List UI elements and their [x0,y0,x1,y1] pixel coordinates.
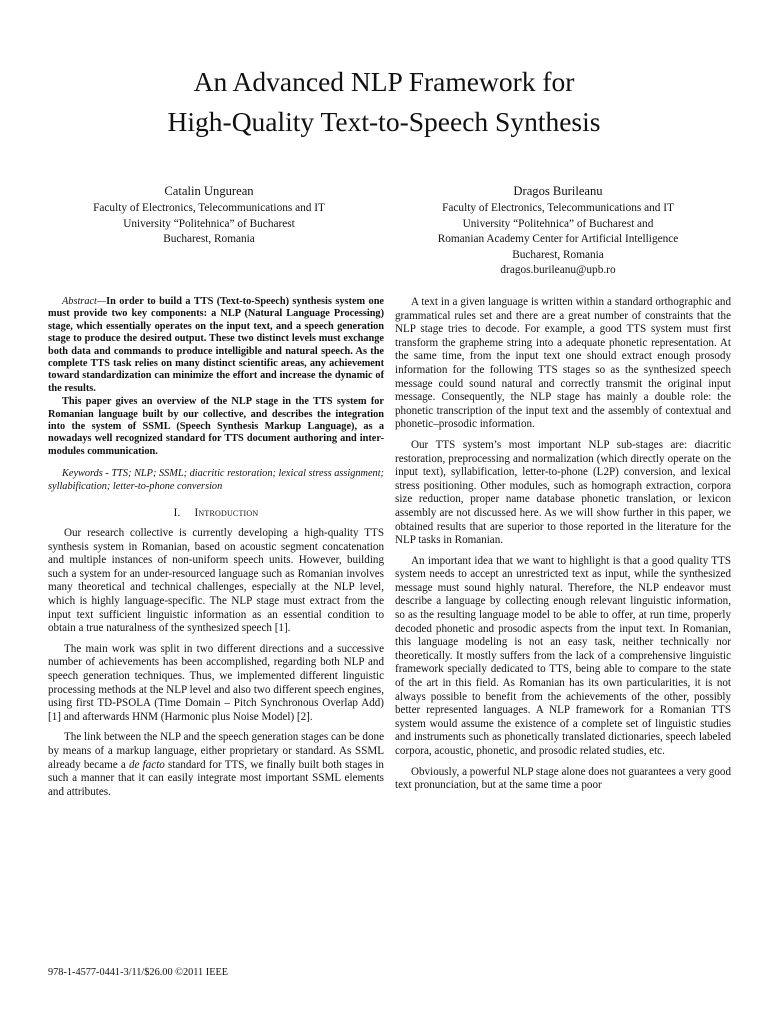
abstract-paragraph [48,296,384,395]
keywords [48,468,384,493]
author-email: dragos.burileanu@upb.ro [500,264,616,277]
italic-term: de facto [128,758,165,771]
right-column [395,296,731,800]
author-1 [44,183,374,248]
affiliation-line: Faculty of Electronics, Telecommunications and IT [442,202,674,214]
author-name: Catalin Ungurean [164,184,254,198]
abstract-lead: Abstract— [62,296,107,307]
affiliation-line: Bucharest, Romania [512,248,604,261]
keywords-text: TTS; NLP; SSML; diacritic restoration; lexical stress assignment; syllabification; letter-to-phone conversion [48,468,384,492]
author-2 [393,183,723,279]
affiliation-line: University “Politehnica” of Bucharest and [462,217,654,230]
left-column [48,296,384,806]
affiliation-line: Bucharest, Romania [163,233,255,246]
affiliation-line: Faculty of Electronics, Telecommunications and IT [93,202,325,214]
section-heading [48,507,384,521]
body-paragraph: Our TTS system’s most important NLP sub-stages are: diacritic restoration, preprocessing and normalization (which directly operate on the input text), syllabification, letter-to-phone (L2P) conversion, and lexical stress positioning. Other modules, such as homograph extraction, corpora size reduction, proper name database phonetic translation, or lexicon assembly are not discussed here. As we will show further in this paper, we obtained results that are superior to those reported in the literature for the NLP tasks in Romanian. [395,438,731,547]
body-paragraph [48,731,384,799]
copyright-footer: 978-1-4577-0441-3/11/$26.00 ©2011 IEEE [48,967,229,978]
section-number: I. [173,507,181,520]
body-paragraph: Our research collective is currently developing a high-quality TTS synthesis system in Romanian, based on acoustic segment concatenation and multiple instances of non-uniform speech units. However, building such a system for an under-resourced language such as Romanian involves many theoretical and technical challenges, especially at the NLP level, which is highly language-specific. The NLP stage must extract from the input text sufficient linguistic information as an essential condition to obtain a true naturalness of the synthesized speech [1]. [48,527,384,635]
text-span: The link between the NLP and the speech generation stages can be done by means of a markup language, either proprietary or standard. As SSML already became a [48,731,384,771]
text-span: standard for TTS, we finally built both stages in such a manner that it can easily integrate most important SSML elements and attributes. [48,758,384,798]
abstract-paragraph: This paper gives an overview of the NLP stage in the TTS system for Romanian language built by our collective, and describes the integration into the system of SSML (Speech Synthesis Markup Language), as a nowadays well recognized standard for TTS document authoring and inter-modules communication. [48,396,384,457]
affiliation-line: University “Politehnica” of Bucharest [123,217,295,230]
body-paragraph: An important idea that we want to highlight is that a good quality TTS system needs to accept an unrestricted text as input, while the synthesized message must sound highly natural. Therefore, the NLP endeavor must describe a language by collecting enough relevant linguistic information, so as the resulting language model to be able to offer, at run time, properly decoded phonetic and prosodic aspects from the input text. In Romanian, this language modeling is not an easy task, neither technically nor theoretically. It mostly suffers from the lack of a comprehensive linguistic framework specially dedicated to TTS, being able to compare to the state of the art in this field. As Romanian has its own particularities, it is not always possible to benefit from the achievements of the other, possibly better represented languages. A NLP framework for a Romanian TTS system would assume the existence of a complete set of linguistic studies and instruments such as phonetically translated dictionaries, speech labeled corpora, acoustic, phonetic, and prosodic related studies, etc. [395,554,731,757]
affiliation-line: Romanian Academy Center for Artificial Intelligence [437,233,679,246]
title-line-1: An Advanced NLP Framework for [193,66,575,97]
section-title: Introduction [194,507,259,520]
keywords-lead: Keywords - [62,468,112,480]
body-paragraph: A text in a given language is written within a standard orthographic and grammatical rules set and there are a great number of constraints that the NLP stage tries to decode. For example, a good TTS system must first transform the grapheme string into a adequate phonetic representation. At the same time, from the input text one should extract enough prosody information for the following TTS stages so as the synthesized speech message could sound natural and correctly transmit the original input message. Consequently, the NLP stage has mainly a double role: the phonetic transcription of the input text and the assembly of contextual and phonetic–prosodic information. [395,296,731,431]
paper-title [0,62,768,142]
body-paragraph: Obviously, a powerful NLP stage alone does not guarantees a very good text pronunciation, but at the same time a poor [395,765,731,792]
abstract [48,296,384,458]
author-name: Dragos Burileanu [513,184,603,198]
body-paragraph: The main work was split in two different directions and a successive number of achievements has been accomplished, regarding both NLP and speech generation techniques. Thus, we implemented different linguistic processing methods at the NLP level and also two different speech engines, using first TD-PSOLA (Time Domain – Pitch Synchronous Overlap Add) [1] and afterwards HNM (Harmonic plus Noise Model) [2]. [48,642,384,723]
title-line-2: High-Quality Text-to-Speech Synthesis [167,106,601,137]
abstract-text: In order to build a TTS (Text-to-Speech) synthesis system one must provide two key components: a NLP (Natural Language Processing) stage, which essentially operates on the input text, and a speech generation stage to produce the desired output. These two distinct levels must exchange both data and commands to produce intelligible and natural speech. As the complete TTS task relies on many distinct scientific areas, any achievement toward standardization can minimize the effort and increase the dynamic of the results. [48,296,384,394]
